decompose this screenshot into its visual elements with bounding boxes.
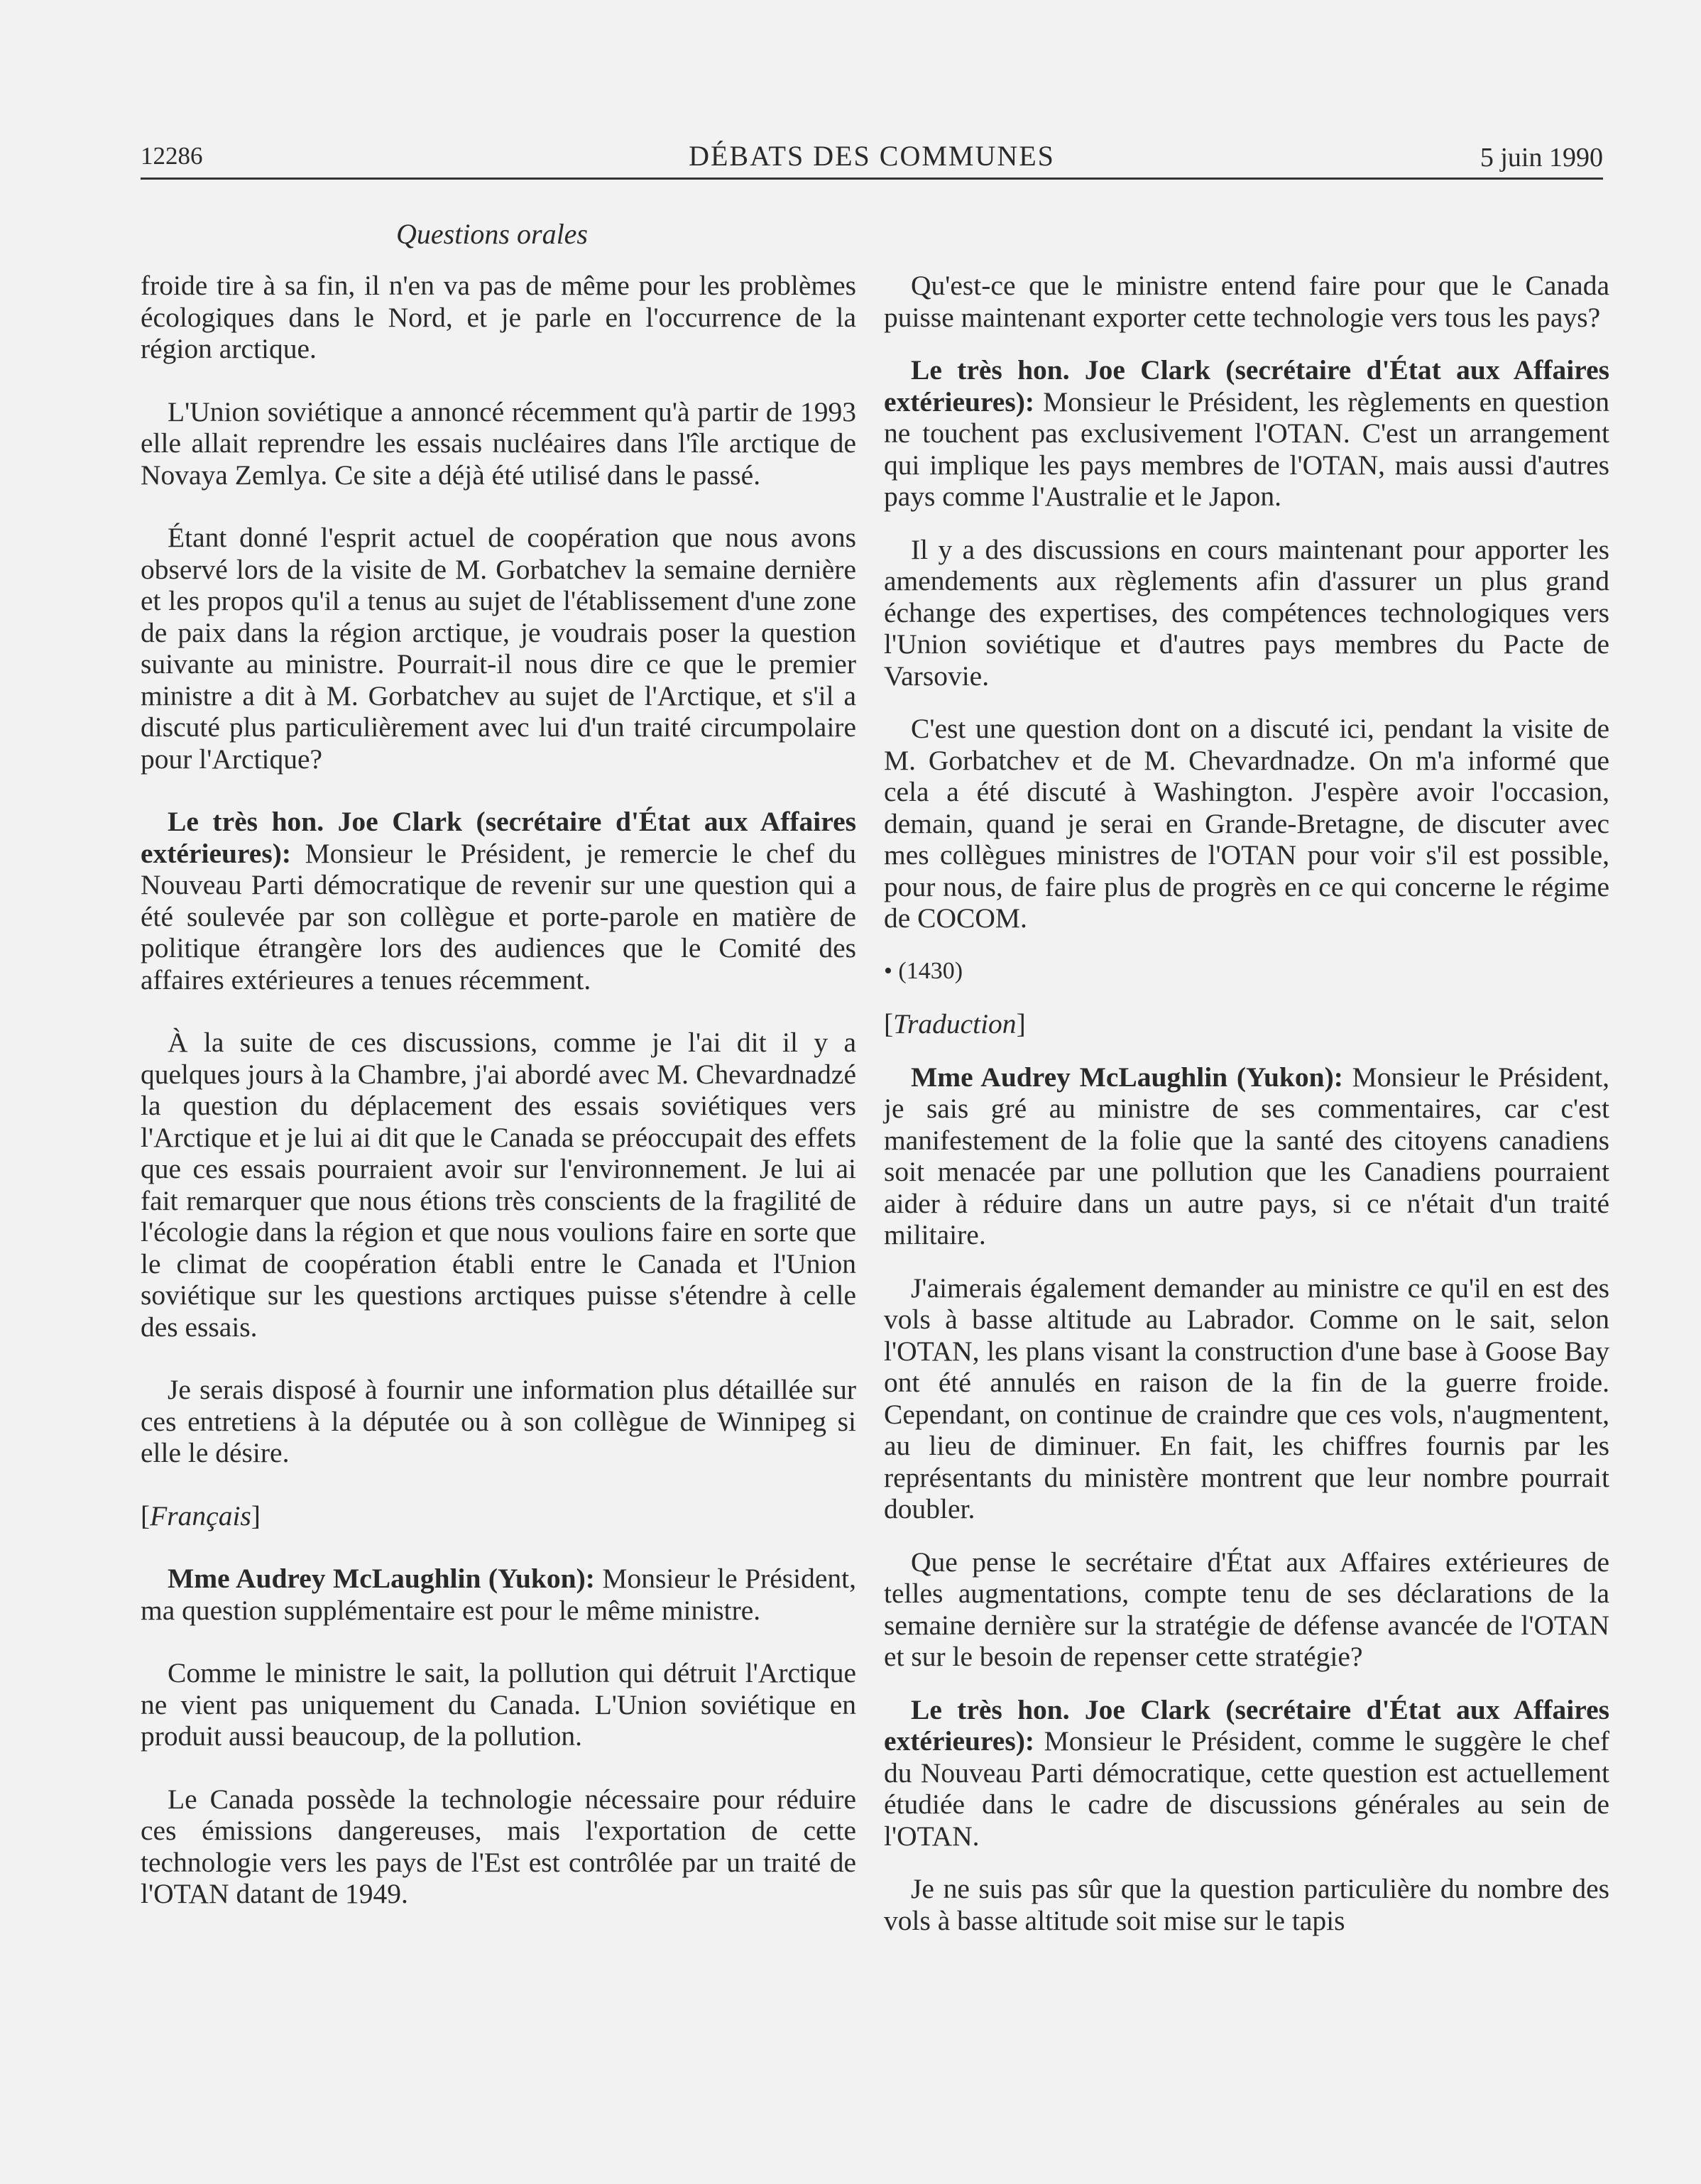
paragraph: froide tire à sa fin, il n'en va pas de même pour les problèmes écologiques dans le Nord, et je parle en l'occurrence de la région arctique. — [141, 270, 856, 364]
paragraph: Il y a des discussions en cours maintenant pour apporter les amendements aux règlements afin d'assurer un plus grand échange des expertises, des compétences technologiques vers l'Union soviétique et d'autres pays membres du Pacte de Varsovie. — [884, 533, 1609, 692]
time-marker: • (1430) — [884, 957, 963, 984]
speech-paragraph — [884, 1061, 1609, 1251]
speech-text: Monsieur le Président, les règlements en question ne touchent pas exclusivement l'OTAN. C'est un arrangement qui implique les pays membres de l'OTAN, mais aussi d'autres pays comme l'Australie et le Japon. — [884, 386, 1609, 512]
speech-text: Monsieur le Président, je remercie le chef du Nouveau Parti démocratique de revenir sur une question qui a été soulevée par son collègue et porte-parole en matière de politique étrangère lors des audiences que le Comité des affaires extérieures a tenues récemment. — [141, 837, 856, 995]
speaker-name: Le très hon. Joe Clark (secrétaire d'État aux Affaires extérieures): — [884, 354, 1609, 417]
paragraph: Je ne suis pas sûr que la question particulière du nombre des vols à basse altitude soit mise sur le tapis — [884, 1873, 1609, 1936]
paragraph: Étant donné l'esprit actuel de coopération que nous avons observé lors de la visite de M. Gorbatchev la semaine dernière et les propos qu'il a tenus au sujet de l'établissement d'une zone de paix dans la région arctique, je voudrais poser la question suivante au ministre. Pourrait-il nous dire ce que le premier ministre a dit à M. Gorbatchev au sujet de l'Arctique, et s'il a discuté plus particulièrement avec lui d'un traité circumpolaire pour l'Arctique? — [141, 522, 856, 775]
speech-paragraph — [141, 1563, 856, 1626]
section-subheading: Questions orales — [396, 218, 588, 250]
left-column — [141, 270, 856, 1941]
paragraph: C'est une question dont on a discuté ici, pendant la visite de M. Gorbatchev et de M. Chevardnadze. On m'a informé que cela a été discuté à Washington. J'espère avoir l'occasion, demain, quand je serai en Grande-Bretagne, de discuter avec mes collègues ministres de l'OTAN pour voir s'il est possible, pour nous, de faire plus de progrès en ce qui concerne le régime de COCOM. — [884, 713, 1609, 934]
speech-paragraph — [884, 354, 1609, 513]
speaker-name: Le très hon. Joe Clark (secrétaire d'État aux Affaires extérieures): — [884, 1693, 1609, 1757]
publication-date: 5 juin 1990 — [1480, 143, 1603, 173]
paragraph: À la suite de ces discussions, comme je l'ai dit il y a quelques jours à la Chambre, j'ai abordé avec M. Chevardnadzé la question du déplacement des essais soviétiques vers l'Arctique et je lui ai dit que le Canada se préoccupait des effets que ces essais pourraient avoir sur l'environnement. Je lui ai fait remarquer que nous étions très conscients de la fragilité de l'écologie dans la région et que nous voulions faire en sorte que le climat de coopération établi entre le Canada et l'Union soviétique sur les questions arctiques puisse s'étendre à celle des essais. — [141, 1027, 856, 1343]
paragraph: Que pense le secrétaire d'État aux Affaires extérieures de telles augmentations, compte tenu de ses déclarations de la semaine dernière sur la stratégie de défense avancée de l'OTAN et sur le besoin de repenser cette stratégie? — [884, 1546, 1609, 1672]
right-column — [884, 270, 1609, 1958]
speaker-name: Mme Audrey McLaughlin (Yukon): — [168, 1563, 595, 1594]
paragraph: Je serais disposé à fournir une information plus détaillée sur ces entretiens à la députée ou à son collègue de Winnipeg si elle le désire. — [141, 1374, 856, 1468]
speech-text: Monsieur le Président, comme le suggère le chef du Nouveau Parti démocratique, cette question est actuellement étudiée dans le cadre de discussions générales au sein de l'OTAN. — [884, 1725, 1609, 1852]
paragraph: Comme le ministre le sait, la pollution qui détruit l'Arctique ne vient pas uniquement du Canada. L'Union soviétique en produit aussi beaucoup, de la pollution. — [141, 1657, 856, 1752]
speaker-name: Mme Audrey McLaughlin (Yukon): — [911, 1061, 1343, 1093]
paragraph: L'Union soviétique a annoncé récemment qu'à partir de 1993 elle allait reprendre les essais nucléaires dans l'île arctique de Novaya Zemlya. Ce site a déjà été utilisé dans le passé. — [141, 395, 856, 491]
language-marker: [Traduction] — [884, 1008, 1026, 1039]
paragraph: Le Canada possède la technologie nécessaire pour réduire ces émissions dangereuses, mais l'exportation de cette technologie vers les pays de l'Est est contrôlée par un traité de l'OTAN datant de 1949. — [141, 1783, 856, 1909]
language-marker: [Français] — [141, 1500, 261, 1531]
paragraph: J'aimerais également demander au ministre ce qu'il en est des vols à basse altitude au Labrador. Comme on le sait, selon l'OTAN, les plans visant la construction d'une base à Goose Bay ont été annulés en raison de la fin de la guerre froide. Cependant, on continue de craindre que ces vols, n'augmentent, au lieu de diminuer. En fait, les chiffres fournis par les représentants du ministère montrent que leur nombre pourrait doubler. — [884, 1272, 1609, 1524]
page-number: 12286 — [141, 142, 203, 170]
language-marker-text: Français — [150, 1500, 251, 1531]
speech-paragraph — [884, 1694, 1609, 1852]
speech-text: Monsieur le Président, ma question supplémentaire est pour le même ministre. — [141, 1563, 856, 1626]
language-marker-text: Traduction — [893, 1008, 1017, 1039]
publication-title: DÉBATS DES COMMUNES — [689, 140, 1055, 172]
speech-paragraph — [141, 806, 856, 995]
speech-text: Monsieur le Président, je sais gré au ministre de ses commentaires, car c'est manifestement de la folie que la santé des citoyens canadiens soit menacée par une pollution que les Canadiens pourraient aider à réduire dans un autre pays, si ce n'était d'un traité militaire. — [884, 1061, 1609, 1250]
page-header — [141, 139, 1603, 180]
paragraph: Qu'est-ce que le ministre entend faire pour que le Canada puisse maintenant exporter cette technologie vers tous les pays? — [884, 270, 1609, 333]
speaker-name: Le très hon. Joe Clark (secrétaire d'État aux Affaires extérieures): — [141, 806, 856, 869]
